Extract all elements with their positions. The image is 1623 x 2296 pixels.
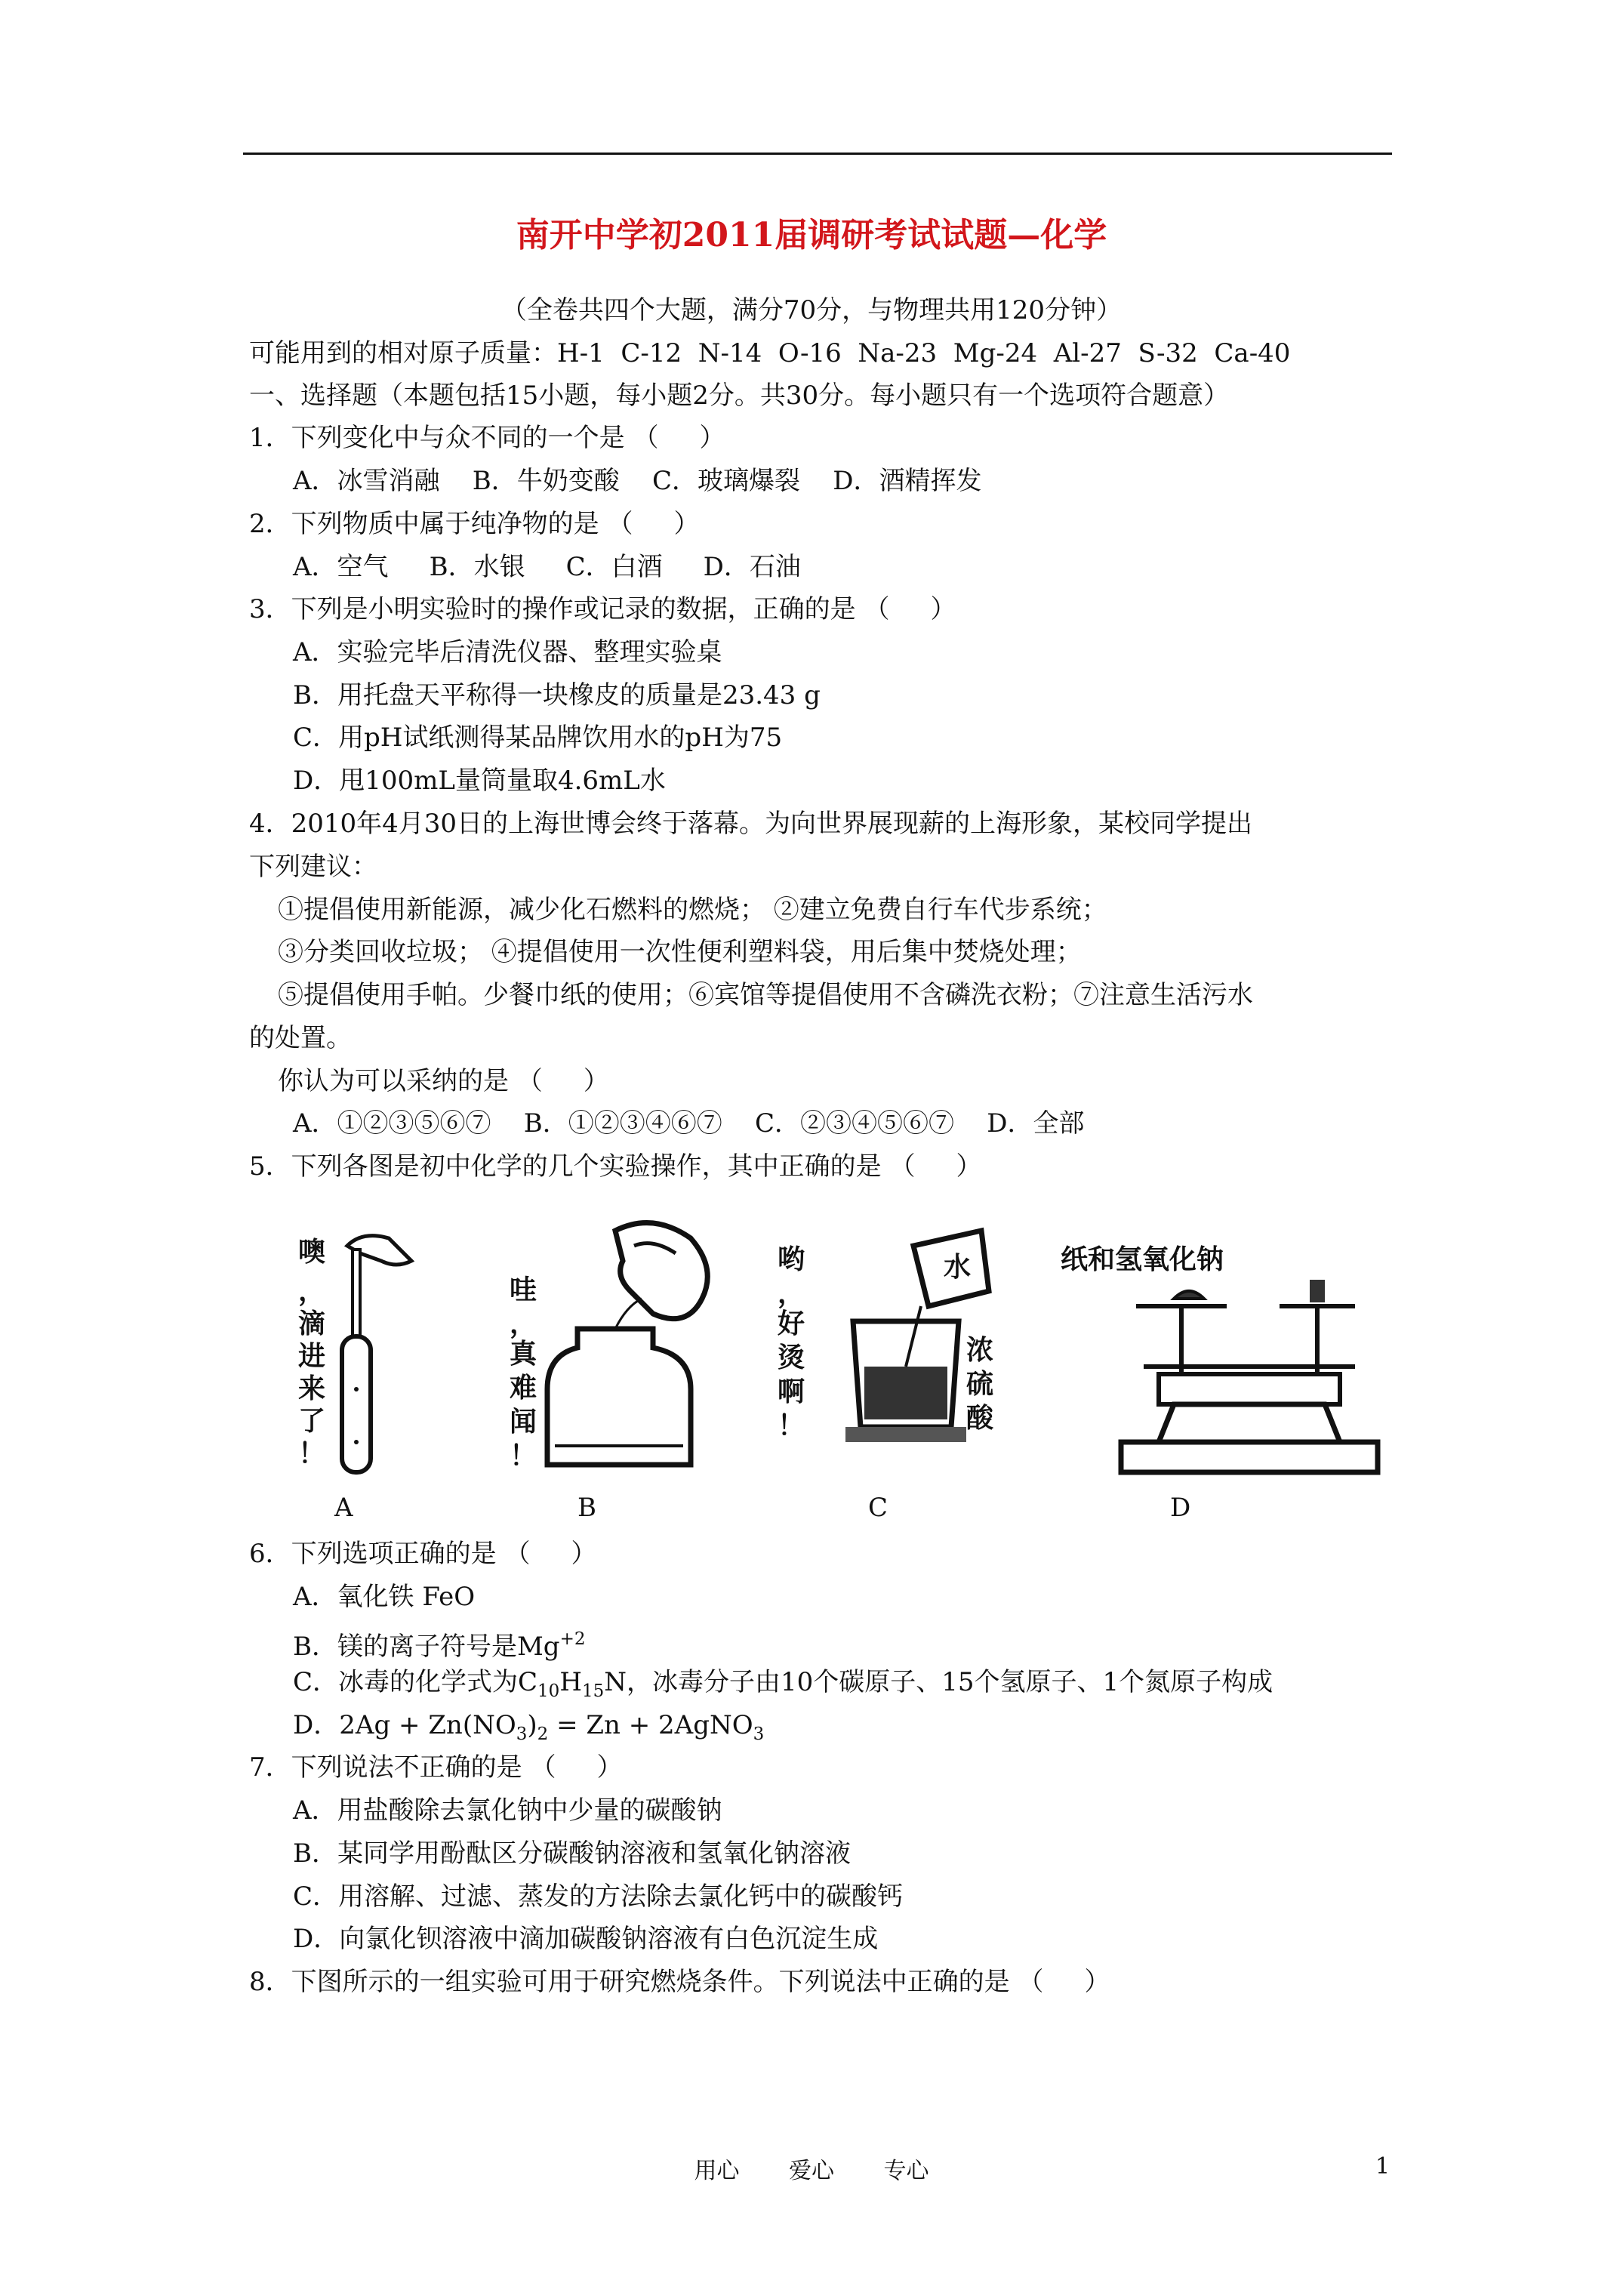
q7-option-d: D．向氯化钡溶液中滴加碳酸钠溶液有白色沉淀生成 — [293, 1924, 879, 1954]
q7-option-b: B．某同学用酚酞区分碳酸钠溶液和氢氧化钠溶液 — [293, 1838, 851, 1869]
q3-option-c: C．用pH试纸测得某品牌饮用水的pH为75 — [293, 723, 783, 753]
q4-suggestion-1: ①提倡使用新能源，减少化石燃料的燃烧； ②建立免费自行车代步系统； — [278, 895, 1107, 925]
q4-options: A．①②③⑤⑥⑦ B．①②③④⑥⑦ C．②③④⑤⑥⑦ D．全部 — [293, 1108, 1085, 1139]
header-rule — [243, 153, 1392, 155]
q4-stem-line1: 4．2010年4月30日的上海世博会终于落幕。为向世界展现薪的上海形象，某校同学提出 — [249, 809, 1253, 839]
q1-stem: 1．下列变化中与众不同的一个是 （ ） — [249, 423, 725, 453]
q6-option-b: B．镁的离子符号是$Mg^{+2}$ — [293, 1629, 586, 1662]
figure-d-text: 纸和氢氧化钠 — [1061, 1244, 1224, 1275]
q3-stem: 3．下列是小明实验时的操作或记录的数据，正确的是 （ ） — [249, 594, 956, 624]
figure-a-text: 噢，滴进来了！ — [298, 1237, 326, 1469]
q6-option-a: A．氧化铁 FeO — [293, 1582, 476, 1612]
q4-suggestion-4: 的处置。 — [249, 1023, 352, 1053]
q3-option-b: B．用托盘天平称得一块橡皮的质量是23.43 g — [293, 680, 821, 710]
exam-subtitle: （全卷共四个大题，满分70分，与物理共用120分钟） — [500, 295, 1123, 325]
figure-d-balance — [1053, 1216, 1385, 1480]
figure-c-dilution — [762, 1216, 1004, 1480]
q4-ask: 你认为可以采纳的是 （ ） — [278, 1066, 609, 1096]
q7-stem: 7．下列说法不正确的是 （ ） — [249, 1752, 623, 1783]
q4-suggestion-3: ⑤提倡使用手帕。少餐巾纸的使用；⑥宾馆等提倡使用不含磷洗衣粉；⑦注意生活污水 — [278, 980, 1253, 1010]
figure-a-dropper — [291, 1216, 427, 1480]
figure-c-acid-label: 浓硫酸 — [966, 1335, 994, 1434]
q5-stem: 5．下列各图是初中化学的几个实验操作，其中正确的是 （ ） — [249, 1151, 982, 1182]
q4-stem-line2: 下列建议： — [249, 852, 377, 882]
figure-c-cup-label: 水 — [944, 1252, 972, 1283]
q6-option-d: D．$2Ag + Zn(NO_3)_2 = Zn$ + 2AgNO$_3$ — [293, 1710, 765, 1744]
figure-label-c: C — [868, 1493, 888, 1523]
q6-option-c: C．冰毒的化学式为$C_{10}H_{15}N$，冰毒分子由10个碳原子、15个氢原子、1个氮原子构成 — [293, 1667, 1273, 1701]
figure-label-b: B — [577, 1493, 596, 1523]
q3-option-a: A．实验完毕后清洗仪器、整理实验桌 — [293, 637, 722, 667]
q2-stem: 2．下列物质中属于纯净物的是 （ ） — [249, 509, 700, 539]
q7-option-c: C．用溶解、过滤、蒸发的方法除去氯化钙中的碳酸钙 — [293, 1881, 904, 1912]
page-title: 南开中学初2011届调研考试试题—化学 — [516, 216, 1107, 254]
q8-stem: 8．下图所示的一组实验可用于研究燃烧条件。下列说法中正确的是 （ ） — [249, 1967, 1110, 1997]
page-number: 1 — [1375, 2153, 1390, 2180]
footer-item: 爱心 — [789, 2158, 834, 2184]
figure-label-d: D — [1170, 1493, 1191, 1523]
q1-options: A．冰雪消融 B．牛奶变酸 C．玻璃爆裂 D．酒精挥发 — [293, 466, 982, 496]
figure-c-text: 哟，好烫啊！ — [778, 1244, 805, 1441]
section1-header: 一、选择题（本题包括15小题，每小题2分。共30分。每小题只有一个选项符合题意） — [249, 381, 1230, 411]
q7-option-a: A．用盐酸除去氯化钠中少量的碳酸钠 — [293, 1795, 722, 1826]
atomic-masses: 可能用到的相对原子质量：H-1 C-12 N-14 O-16 Na-23 Mg-24 Al-27 S-32 Ca-40 — [249, 338, 1291, 368]
figure-b-smelling — [502, 1216, 728, 1480]
q4-suggestion-2: ③分类回收垃圾； ④提倡使用一次性便利塑料袋，用后集中焚烧处理； — [278, 937, 1082, 967]
figure-b-text: 哇，真难闻！ — [510, 1274, 537, 1472]
figure-label-a: A — [334, 1493, 353, 1523]
footer-item: 专心 — [883, 2158, 929, 2184]
footer-item: 用心 — [694, 2158, 740, 2184]
q2-options: A．空气 B．水银 C．白酒 D．石油 — [293, 552, 801, 582]
q3-option-d: D．甩100mL量筒量取4.6mL水 — [293, 766, 666, 796]
q6-stem: 6．下列选项正确的是 （ ） — [249, 1539, 597, 1569]
